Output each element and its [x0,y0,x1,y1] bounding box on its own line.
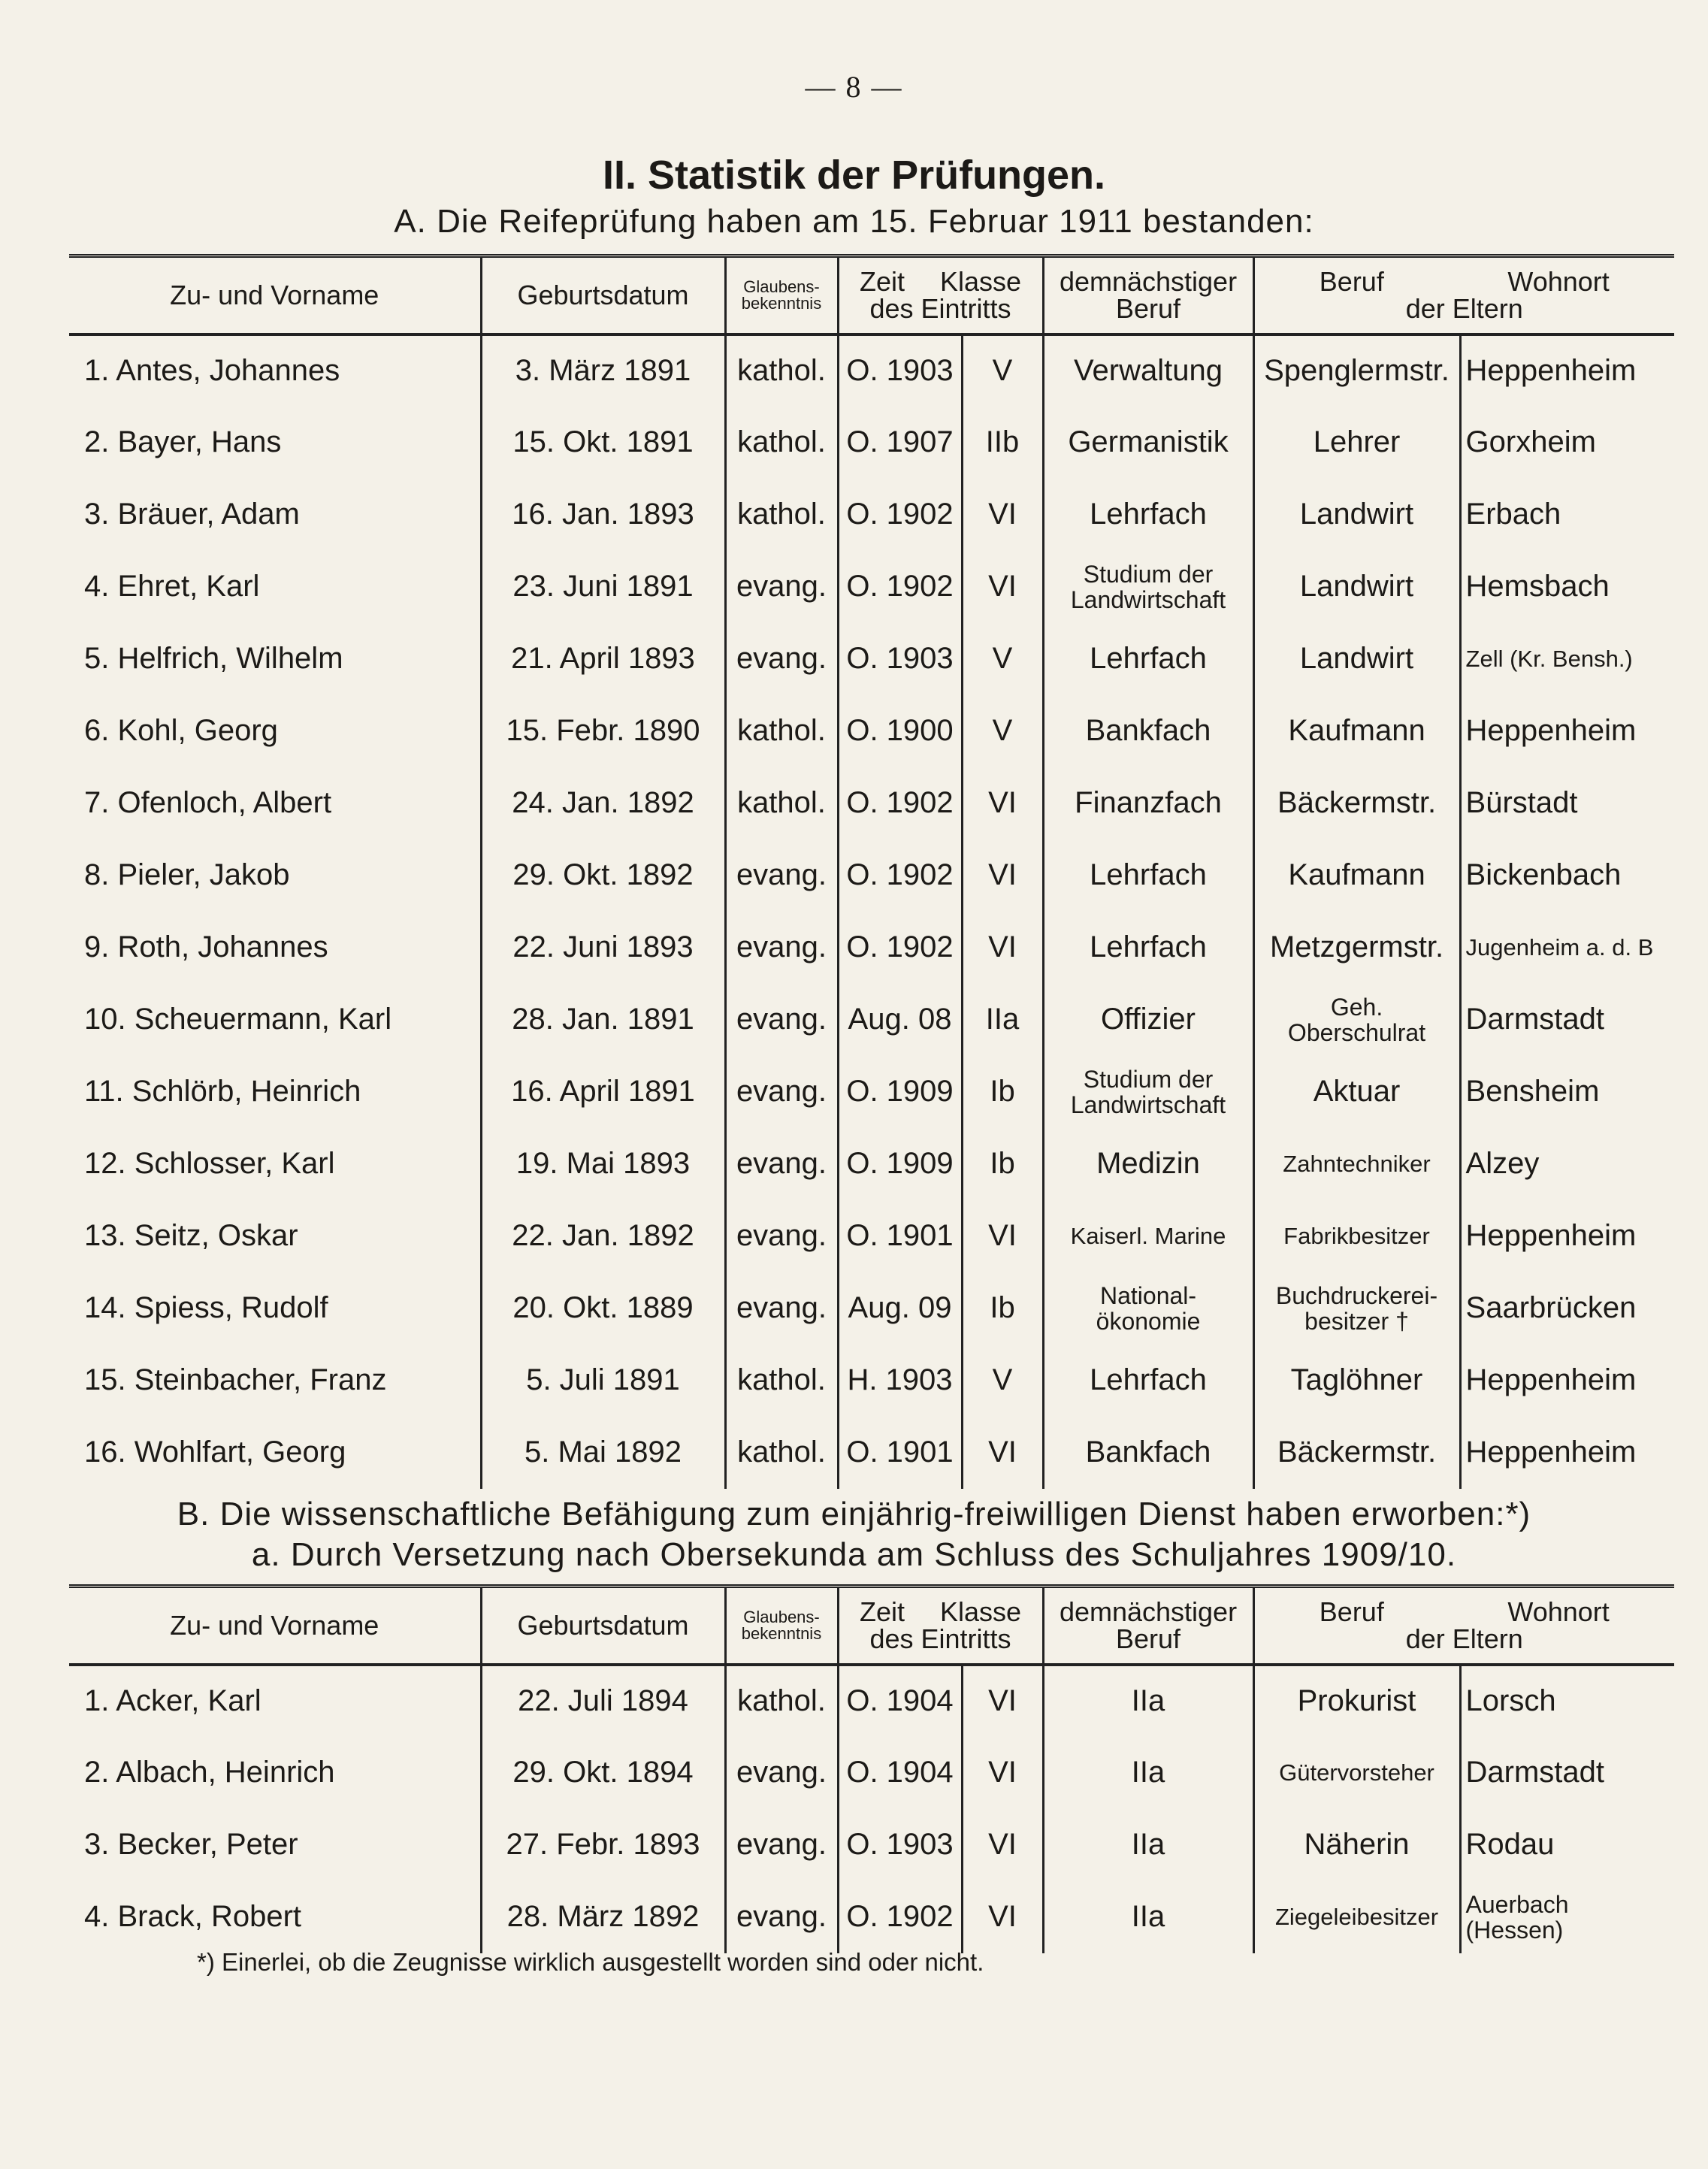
cell-religion: evang. [725,623,838,695]
header-entry-time: Zeit [859,1596,905,1627]
table-row [69,1272,1674,1345]
cell-religion: evang. [725,1128,838,1200]
table-row [69,479,1674,551]
cell-career: Kaiserl. Marine [1043,1200,1253,1272]
cell-name: 14. Spiess, Rudolf [84,1291,328,1324]
table-row [69,1809,1674,1881]
cell-birth: 29. Okt. 1892 [481,839,725,912]
cell-entry-class: VI [962,479,1043,551]
cell-parent-job: Bäckermstr. [1253,767,1460,839]
cell-birth: 15. Okt. 1891 [481,407,725,479]
cell-career: IIa [1043,1665,1253,1737]
table-row [69,623,1674,695]
cell-entry-time: Aug. 09 [838,1272,962,1345]
cell-parent-job: Metzgermstr. [1253,912,1460,984]
cell-parent-job: Zahntechniker [1253,1128,1460,1200]
cell-religion: kathol. [725,767,838,839]
header-parents [1253,1587,1674,1665]
cell-name: 1. Antes, Johannes [84,354,340,387]
section-a-heading: A. Die Reifeprüfung haben am 15. Februar 1911 bestanden: [394,203,1314,240]
cell-name: 11. Schlörb, Heinrich [84,1075,361,1108]
section-b-heading: B. Die wissenschaftliche Befähigung zum einjährig-freiwilligen Dienst haben erworben:*) [177,1496,1531,1532]
header-name: Zu- und Vorname [170,1609,379,1641]
table-header [69,1587,1674,1665]
cell-career: National-ökonomie [1043,1272,1253,1345]
cell-entry-time: O. 1909 [838,1128,962,1200]
cell-entry-time: O. 1904 [838,1665,962,1737]
cell-religion: evang. [725,839,838,912]
cell-birth: 5. Mai 1892 [481,1417,725,1489]
header-parents [1253,256,1674,334]
cell-parent-job: Aktuar [1253,1056,1460,1128]
cell-residence: Jugenheim a. d. B [1460,912,1674,984]
cell-birth: 5. Juli 1891 [481,1345,725,1417]
cell-name: 4. Brack, Robert [84,1900,302,1933]
cell-residence: Erbach [1460,479,1674,551]
cell-parent-job: Landwirt [1253,551,1460,623]
header-parent-job: Beruf [1319,265,1384,297]
cell-entry-class: Ib [962,1128,1043,1200]
table-row [69,1881,1674,1953]
cell-religion: evang. [725,1881,838,1953]
header-career [1043,256,1253,334]
cell-career: Germanistik [1043,407,1253,479]
cell-birth: 20. Okt. 1889 [481,1272,725,1345]
cell-birth: 15. Febr. 1890 [481,695,725,767]
table-row [69,334,1674,407]
cell-birth: 27. Febr. 1893 [481,1809,725,1881]
cell-parent-job: Näherin [1253,1809,1460,1881]
cell-religion: evang. [725,1737,838,1809]
cell-residence: Rodau [1460,1809,1674,1881]
cell-career: Bankfach [1043,695,1253,767]
cell-residence: Gorxheim [1460,407,1674,479]
cell-parent-job: Prokurist [1253,1665,1460,1737]
table-row [69,551,1674,623]
table-row [69,1665,1674,1737]
cell-birth: 23. Juni 1891 [481,551,725,623]
cell-birth: 16. Jan. 1893 [481,479,725,551]
cell-residence: Darmstadt [1460,984,1674,1056]
cell-residence: Saarbrücken [1460,1272,1674,1345]
cell-entry-class: VI [962,1737,1043,1809]
cell-entry-time: O. 1900 [838,695,962,767]
cell-parent-job: Landwirt [1253,479,1460,551]
header-career-top: demnächstiger [1059,265,1238,297]
cell-entry-time: O. 1903 [838,1809,962,1881]
cell-religion: kathol. [725,1345,838,1417]
table-row [69,839,1674,912]
cell-residence: Heppenheim [1460,1345,1674,1417]
header-residence: Wohnort [1507,265,1610,297]
table-row [69,1200,1674,1272]
cell-parent-job: Gütervorsteher [1253,1737,1460,1809]
header-entry [838,256,1043,334]
cell-career: Offizier [1043,984,1253,1056]
cell-entry-class: V [962,1345,1043,1417]
cell-name: 13. Seitz, Oskar [84,1219,298,1252]
cell-career: Lehrfach [1043,839,1253,912]
header-religion: Glaubens-bekenntnis [725,256,838,334]
cell-birth: 3. März 1891 [481,334,725,407]
cell-residence: Heppenheim [1460,334,1674,407]
cell-career: Verwaltung [1043,334,1253,407]
header-parent-job: Beruf [1319,1596,1384,1627]
cell-parent-job: Ziegeleibesitzer [1253,1881,1460,1953]
cell-parent-job: Buchdruckerei-besitzer † [1253,1272,1460,1345]
cell-residence: Bürstadt [1460,767,1674,839]
cell-entry-class: VI [962,767,1043,839]
cell-career: IIa [1043,1809,1253,1881]
cell-name: 9. Roth, Johannes [84,930,328,963]
cell-entry-class: VI [962,551,1043,623]
cell-religion: kathol. [725,1417,838,1489]
cell-entry-time: O. 1901 [838,1200,962,1272]
cell-entry-class: V [962,623,1043,695]
table-row [69,1056,1674,1128]
cell-residence: Zell (Kr. Bensh.) [1460,623,1674,695]
cell-religion: kathol. [725,334,838,407]
header-residence: Wohnort [1507,1596,1610,1627]
cell-birth: 24. Jan. 1892 [481,767,725,839]
cell-parent-job: Bäckermstr. [1253,1417,1460,1489]
header-entry-bottom: des Eintritts [869,292,1011,324]
cell-entry-class: Ib [962,1272,1043,1345]
cell-birth: 28. März 1892 [481,1881,725,1953]
cell-religion: kathol. [725,695,838,767]
cell-entry-class: VI [962,912,1043,984]
cell-birth: 16. April 1891 [481,1056,725,1128]
cell-residence: Auerbach (Hessen) [1460,1881,1674,1953]
cell-entry-time: H. 1903 [838,1345,962,1417]
header-name: Zu- und Vorname [170,279,379,310]
table-row [69,912,1674,984]
cell-name: 10. Scheuermann, Karl [84,1003,392,1036]
cell-residence: Alzey [1460,1128,1674,1200]
cell-entry-time: O. 1903 [838,334,962,407]
header-entry-time: Zeit [859,265,905,297]
cell-name: 16. Wohlfart, Georg [84,1435,346,1469]
cell-name: 3. Becker, Peter [84,1828,298,1861]
cell-birth: 29. Okt. 1894 [481,1737,725,1809]
cell-entry-class: Ib [962,1056,1043,1128]
einjaehrig-table [69,1584,1674,1953]
cell-entry-class: VI [962,1881,1043,1953]
cell-religion: kathol. [725,1665,838,1737]
table-row [69,767,1674,839]
header-entry-class: Klasse [939,265,1022,297]
cell-name: 4. Ehret, Karl [84,570,260,603]
cell-career: IIa [1043,1737,1253,1809]
cell-entry-time: O. 1902 [838,551,962,623]
cell-residence: Bickenbach [1460,839,1674,912]
cell-residence: Heppenheim [1460,1417,1674,1489]
cell-name: 3. Bräuer, Adam [84,498,300,531]
cell-religion: evang. [725,1272,838,1345]
table-row [69,984,1674,1056]
table-row [69,1345,1674,1417]
cell-religion: kathol. [725,407,838,479]
header-parents-bottom: der Eltern [1405,1623,1523,1654]
cell-name: 1. Acker, Karl [84,1684,261,1717]
cell-name: 2. Bayer, Hans [84,425,282,458]
header-birth: Geburtsdatum [481,1587,725,1665]
table-header [69,256,1674,334]
header-religion: Glaubens-bekenntnis [725,1587,838,1665]
reifepruefung-table [69,254,1674,1489]
cell-career: Studium der Landwirtschaft [1043,1056,1253,1128]
cell-residence: Lorsch [1460,1665,1674,1737]
cell-career: Finanzfach [1043,767,1253,839]
cell-parent-job: Geh. Oberschulrat [1253,984,1460,1056]
cell-career: Lehrfach [1043,479,1253,551]
cell-career: Lehrfach [1043,1345,1253,1417]
cell-career: Studium der Landwirtschaft [1043,551,1253,623]
cell-religion: evang. [725,1056,838,1128]
header-entry-bottom: des Eintritts [869,1623,1011,1654]
header-parents-bottom: der Eltern [1405,292,1523,324]
cell-religion: kathol. [725,479,838,551]
cell-birth: 22. Jan. 1892 [481,1200,725,1272]
cell-entry-time: O. 1902 [838,839,962,912]
header-career-top: demnächstiger [1059,1596,1238,1627]
cell-entry-time: O. 1907 [838,407,962,479]
cell-entry-time: O. 1902 [838,912,962,984]
cell-career: Medizin [1043,1128,1253,1200]
section-b-subheading: a. Durch Versetzung nach Obersekunda am Schluss des Schuljahres 1909/10. [251,1536,1457,1573]
cell-name: 15. Steinbacher, Franz [84,1363,387,1396]
cell-parent-job: Fabrikbesitzer [1253,1200,1460,1272]
cell-entry-class: VI [962,1809,1043,1881]
cell-entry-time: O. 1903 [838,623,962,695]
cell-religion: evang. [725,984,838,1056]
cell-entry-class: VI [962,1200,1043,1272]
cell-entry-time: O. 1902 [838,767,962,839]
cell-residence: Hemsbach [1460,551,1674,623]
cell-parent-job: Spenglermstr. [1253,334,1460,407]
cell-entry-time: O. 1902 [838,1881,962,1953]
cell-career: Lehrfach [1043,912,1253,984]
page-number: — 8 — [805,70,903,104]
cell-residence: Heppenheim [1460,695,1674,767]
header-entry [838,1587,1043,1665]
table-row [69,1128,1674,1200]
footnote: *) Einerlei, ob die Zeugnisse wirklich ausgestellt worden sind oder nicht. [197,1948,984,1976]
cell-birth: 22. Juni 1893 [481,912,725,984]
cell-residence: Bensheim [1460,1056,1674,1128]
cell-birth: 21. April 1893 [481,623,725,695]
cell-entry-time: O. 1901 [838,1417,962,1489]
cell-name: 6. Kohl, Georg [84,714,278,747]
cell-birth: 19. Mai 1893 [481,1128,725,1200]
header-birth: Geburtsdatum [481,256,725,334]
cell-name: 2. Albach, Heinrich [84,1756,335,1789]
cell-parent-job: Taglöhner [1253,1345,1460,1417]
cell-career: Bankfach [1043,1417,1253,1489]
cell-birth: 28. Jan. 1891 [481,984,725,1056]
cell-religion: evang. [725,1809,838,1881]
cell-entry-class: V [962,334,1043,407]
cell-religion: evang. [725,912,838,984]
header-career [1043,1587,1253,1665]
cell-name: 7. Ofenloch, Albert [84,786,332,819]
cell-entry-class: VI [962,839,1043,912]
cell-name: 8. Pieler, Jakob [84,858,290,891]
cell-career: Lehrfach [1043,623,1253,695]
header-career-bottom: Beruf [1115,292,1181,324]
page-title: II. Statistik der Prüfungen. [602,153,1106,198]
header-career-bottom: Beruf [1115,1623,1181,1654]
cell-name: 5. Helfrich, Wilhelm [84,642,343,675]
cell-residence: Darmstadt [1460,1737,1674,1809]
table-row [69,407,1674,479]
header-entry-class: Klasse [939,1596,1022,1627]
cell-name: 12. Schlosser, Karl [84,1147,335,1180]
cell-entry-class: VI [962,1417,1043,1489]
cell-career: IIa [1043,1881,1253,1953]
cell-parent-job: Lehrer [1253,407,1460,479]
cell-parent-job: Landwirt [1253,623,1460,695]
cell-parent-job: Kaufmann [1253,695,1460,767]
cell-parent-job: Kaufmann [1253,839,1460,912]
cell-religion: evang. [725,551,838,623]
cell-entry-class: IIb [962,407,1043,479]
cell-entry-time: O. 1909 [838,1056,962,1128]
cell-birth: 22. Juli 1894 [481,1665,725,1737]
table-row [69,1417,1674,1489]
table-row [69,695,1674,767]
cell-entry-class: V [962,695,1043,767]
cell-religion: evang. [725,1200,838,1272]
cell-residence: Heppenheim [1460,1200,1674,1272]
cell-entry-time: Aug. 08 [838,984,962,1056]
cell-entry-class: IIa [962,984,1043,1056]
cell-entry-time: O. 1902 [838,479,962,551]
cell-entry-class: VI [962,1665,1043,1737]
cell-entry-time: O. 1904 [838,1737,962,1809]
table-row [69,1737,1674,1809]
